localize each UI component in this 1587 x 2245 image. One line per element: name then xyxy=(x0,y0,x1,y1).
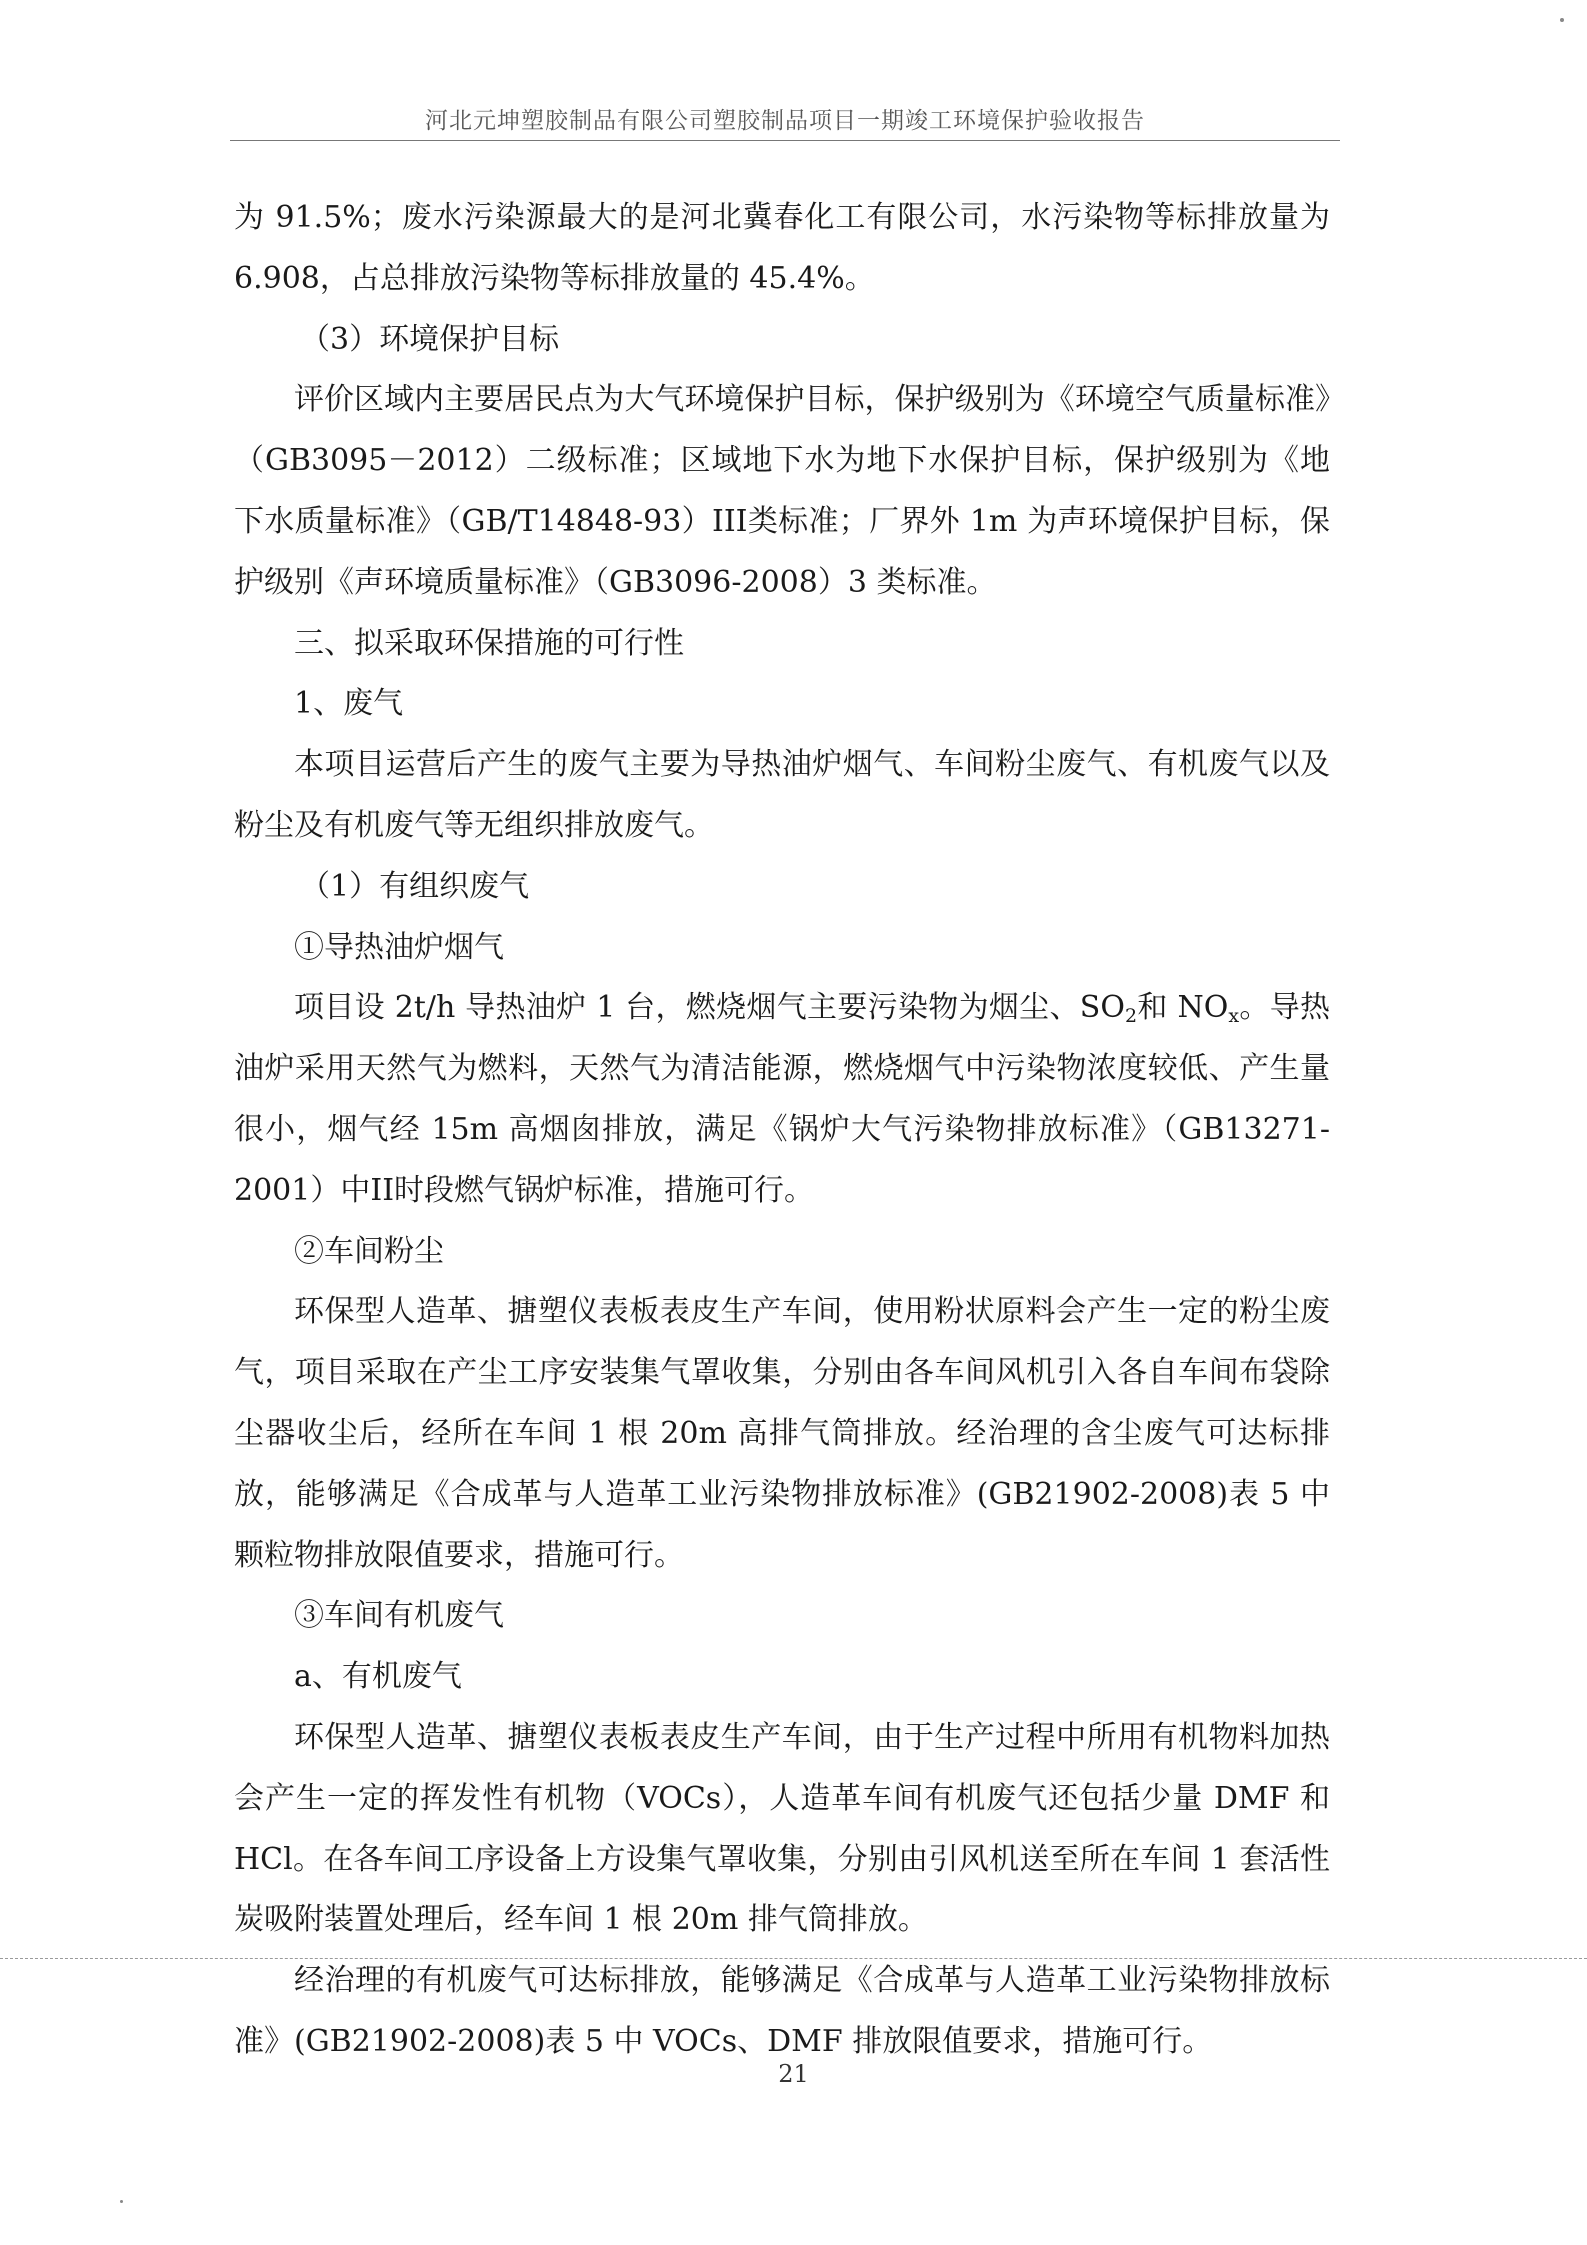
section-heading: ①导热油炉烟气 xyxy=(294,929,504,965)
header-rule xyxy=(230,140,1340,141)
scan-speck xyxy=(1560,18,1564,22)
paragraph: 环保型人造革、搪塑仪表板表皮生产车间，使用粉状原料会产生一定的粉尘废气，项目采取在产尘工序安装集气罩收集，分别由各车间风机引入各自车间布袋除尘器收尘后，经所在车间 1 根 20m 高排气筒排放。经治理的含尘废气可达标排放，能够满足《合成革与人造革工业污染物排放标准》(GB21902-2008)表 5 中颗粒物排放限值要求，措施可行。 xyxy=(234,1294,1330,1573)
text-run: 和 NO xyxy=(1137,990,1229,1026)
section-heading: ③车间有机废气 xyxy=(294,1598,504,1634)
section-heading: a、有机废气 xyxy=(294,1659,462,1695)
paragraph: 本项目运营后产生的废气主要为导热油炉烟气、车间粉尘废气、有机废气以及粉尘及有机废气等无组织排放废气。 xyxy=(234,747,1330,843)
subscript: x xyxy=(1228,1005,1240,1028)
page-body xyxy=(234,188,1330,2073)
running-header: 河北元坤塑胶制品有限公司塑胶制品项目一期竣工环境保护验收报告 xyxy=(425,108,1145,134)
paragraph xyxy=(234,978,1330,1221)
subscript: 2 xyxy=(1124,1005,1138,1028)
paragraph: 评价区域内主要居民点为大气环境保护目标，保护级别为《环境空气质量标准》（GB3095－2012）二级标准；区域地下水为地下水保护目标，保护级别为《地下水质量标准》（GB/T14848-93）III类标准；厂界外 1m 为声环境保护目标，保护级别《声环境质量标准》（GB3096-2008）3 类标准。 xyxy=(234,382,1330,600)
section-heading: （3）环境保护目标 xyxy=(300,321,560,357)
section-heading: 1、废气 xyxy=(294,686,404,722)
text-run: 项目设 2t/h 导热油炉 1 台，燃烧烟气主要污染物为烟尘、SO xyxy=(294,990,1125,1026)
section-heading: （1）有组织废气 xyxy=(300,868,530,904)
scan-artifact-line xyxy=(0,1958,1587,1959)
page-number: 21 xyxy=(778,2060,809,2088)
paragraph: 经治理的有机废气可达标排放，能够满足《合成革与人造革工业污染物排放标准》(GB21902-2008)表 5 中 VOCs、DMF 排放限值要求，措施可行。 xyxy=(234,1963,1330,2059)
section-heading: 三、拟采取环保措施的可行性 xyxy=(294,625,684,661)
paragraph: 为 91.5%；废水污染源最大的是河北冀春化工有限公司，水污染物等标排放量为 6.908，占总排放污染物等标排放量的 45.4%。 xyxy=(234,200,1330,296)
paragraph: 环保型人造革、搪塑仪表板表皮生产车间，由于生产过程中所用有机物料加热会产生一定的挥发性有机物（VOCs），人造革车间有机废气还包括少量 DMF 和 HCl。在各车间工序设备上方设集气罩收集，分别由引风机送至所在车间 1 套活性炭吸附装置处理后，经车间 1 根 20m 排气筒排放。 xyxy=(234,1719,1330,1938)
section-heading: ②车间粉尘 xyxy=(294,1233,444,1269)
scan-speck xyxy=(120,2200,123,2203)
text-run: 。导热油炉采用天然气为燃料，天然气为清洁能源，燃烧烟气中污染物浓度较低、产生量很小，烟气经 15m 高烟囱排放，满足《锅炉大气污染物排放标准》（GB13271-2001）中II时段燃气锅炉标准，措施可行。 xyxy=(234,990,1331,1208)
